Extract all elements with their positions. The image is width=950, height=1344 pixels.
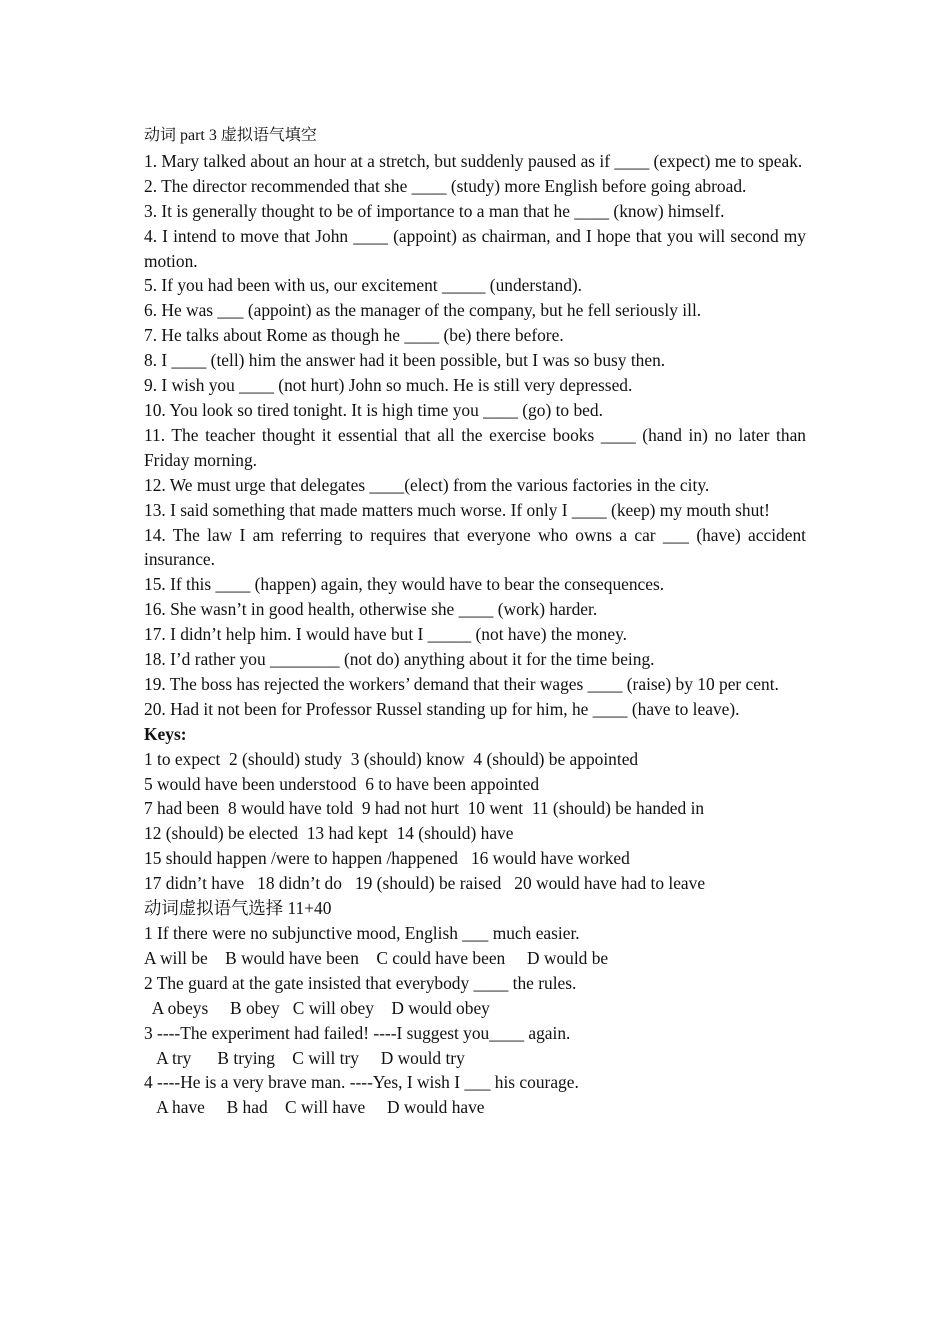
keys-line-2: 5 would have been understood 6 to have been appointed bbox=[144, 773, 540, 794]
question-18: 18. I’d rather you ________ (not do) anything about it for the time being. bbox=[144, 649, 655, 670]
document-page bbox=[144, 124, 806, 1120]
question-13: 13. I said something that made matters much worse. If only I ____ (keep) my mouth shut! bbox=[144, 499, 770, 520]
mc-options-3: A try B trying C will try D would try bbox=[144, 1047, 465, 1068]
question-6: 6. He was ___ (appoint) as the manager of the company, but he fell seriously ill. bbox=[144, 300, 702, 321]
question-2: 2. The director recommended that she ____ (study) more English before going abroad. bbox=[144, 175, 747, 196]
question-11: 11. The teacher thought it essential that all the exercise books ____ (hand in) no later than Friday morning. bbox=[144, 424, 806, 470]
question-17: 17. I didn’t help him. I would have but I _____ (not have) the money. bbox=[144, 624, 627, 645]
mc-options-2: A obeys B obey C will obey D would obey bbox=[144, 997, 490, 1018]
mc-question-3: 3 ----The experiment had failed! ----I suggest you____ again. bbox=[144, 1022, 571, 1043]
keys-line-4: 12 (should) be elected 13 had kept 14 (should) have bbox=[144, 823, 514, 844]
question-12: 12. We must urge that delegates ____(elect) from the various factories in the city. bbox=[144, 474, 710, 495]
mc-question-4: 4 ----He is a very brave man. ----Yes, I wish I ___ his courage. bbox=[144, 1072, 579, 1093]
section-title-multiple-choice: 动词虚拟语气选择 11+40 bbox=[144, 898, 332, 919]
question-16: 16. She wasn’t in good health, otherwise she ____ (work) harder. bbox=[144, 599, 598, 620]
question-15: 15. If this ____ (happen) again, they would have to bear the consequences. bbox=[144, 574, 665, 595]
question-7: 7. He talks about Rome as though he ____ (be) there before. bbox=[144, 325, 564, 346]
question-3: 3. It is generally thought to be of importance to a man that he ____ (know) himself. bbox=[144, 200, 725, 221]
question-9: 9. I wish you ____ (not hurt) John so much. He is still very depressed. bbox=[144, 375, 633, 396]
question-10: 10. You look so tired tonight. It is high time you ____ (go) to bed. bbox=[144, 399, 603, 420]
question-1: 1. Mary talked about an hour at a stretch, but suddenly paused as if ____ (expect) me to speak. bbox=[144, 150, 803, 171]
section-title-fill-in: 动词 part 3 虚拟语气填空 bbox=[144, 127, 317, 144]
question-14: 14. The law I am referring to requires that everyone who owns a car ___ (have) accident insurance. bbox=[144, 524, 806, 570]
keys-line-6: 17 didn’t have 18 didn’t do 19 (should) be raised 20 would have had to leave bbox=[144, 873, 706, 894]
question-4: 4. I intend to move that John ____ (appoint) as chairman, and I hope that you will second my motion. bbox=[144, 225, 806, 271]
mc-options-1: A will be B would have been C could have been D would be bbox=[144, 947, 609, 968]
keys-line-1: 1 to expect 2 (should) study 3 (should) know 4 (should) be appointed bbox=[144, 748, 639, 769]
mc-question-2: 2 The guard at the gate insisted that everybody ____ the rules. bbox=[144, 972, 577, 993]
question-20: 20. Had it not been for Professor Russel standing up for him, he ____ (have to leave). bbox=[144, 698, 740, 719]
mc-options-4: A have B had C will have D would have bbox=[144, 1097, 485, 1118]
mc-question-1: 1 If there were no subjunctive mood, English ___ much easier. bbox=[144, 923, 580, 943]
question-19: 19. The boss has rejected the workers’ demand that their wages ____ (raise) by 10 per cent. bbox=[144, 673, 779, 694]
question-8: 8. I ____ (tell) him the answer had it been possible, but I was so busy then. bbox=[144, 350, 666, 371]
keys-line-5: 15 should happen /were to happen /happened 16 would have worked bbox=[144, 848, 630, 869]
keys-label: Keys: bbox=[144, 723, 187, 744]
keys-line-3: 7 had been 8 would have told 9 had not hurt 10 went 11 (should) be handed in bbox=[144, 798, 705, 819]
question-5: 5. If you had been with us, our excitement _____ (understand). bbox=[144, 275, 583, 296]
